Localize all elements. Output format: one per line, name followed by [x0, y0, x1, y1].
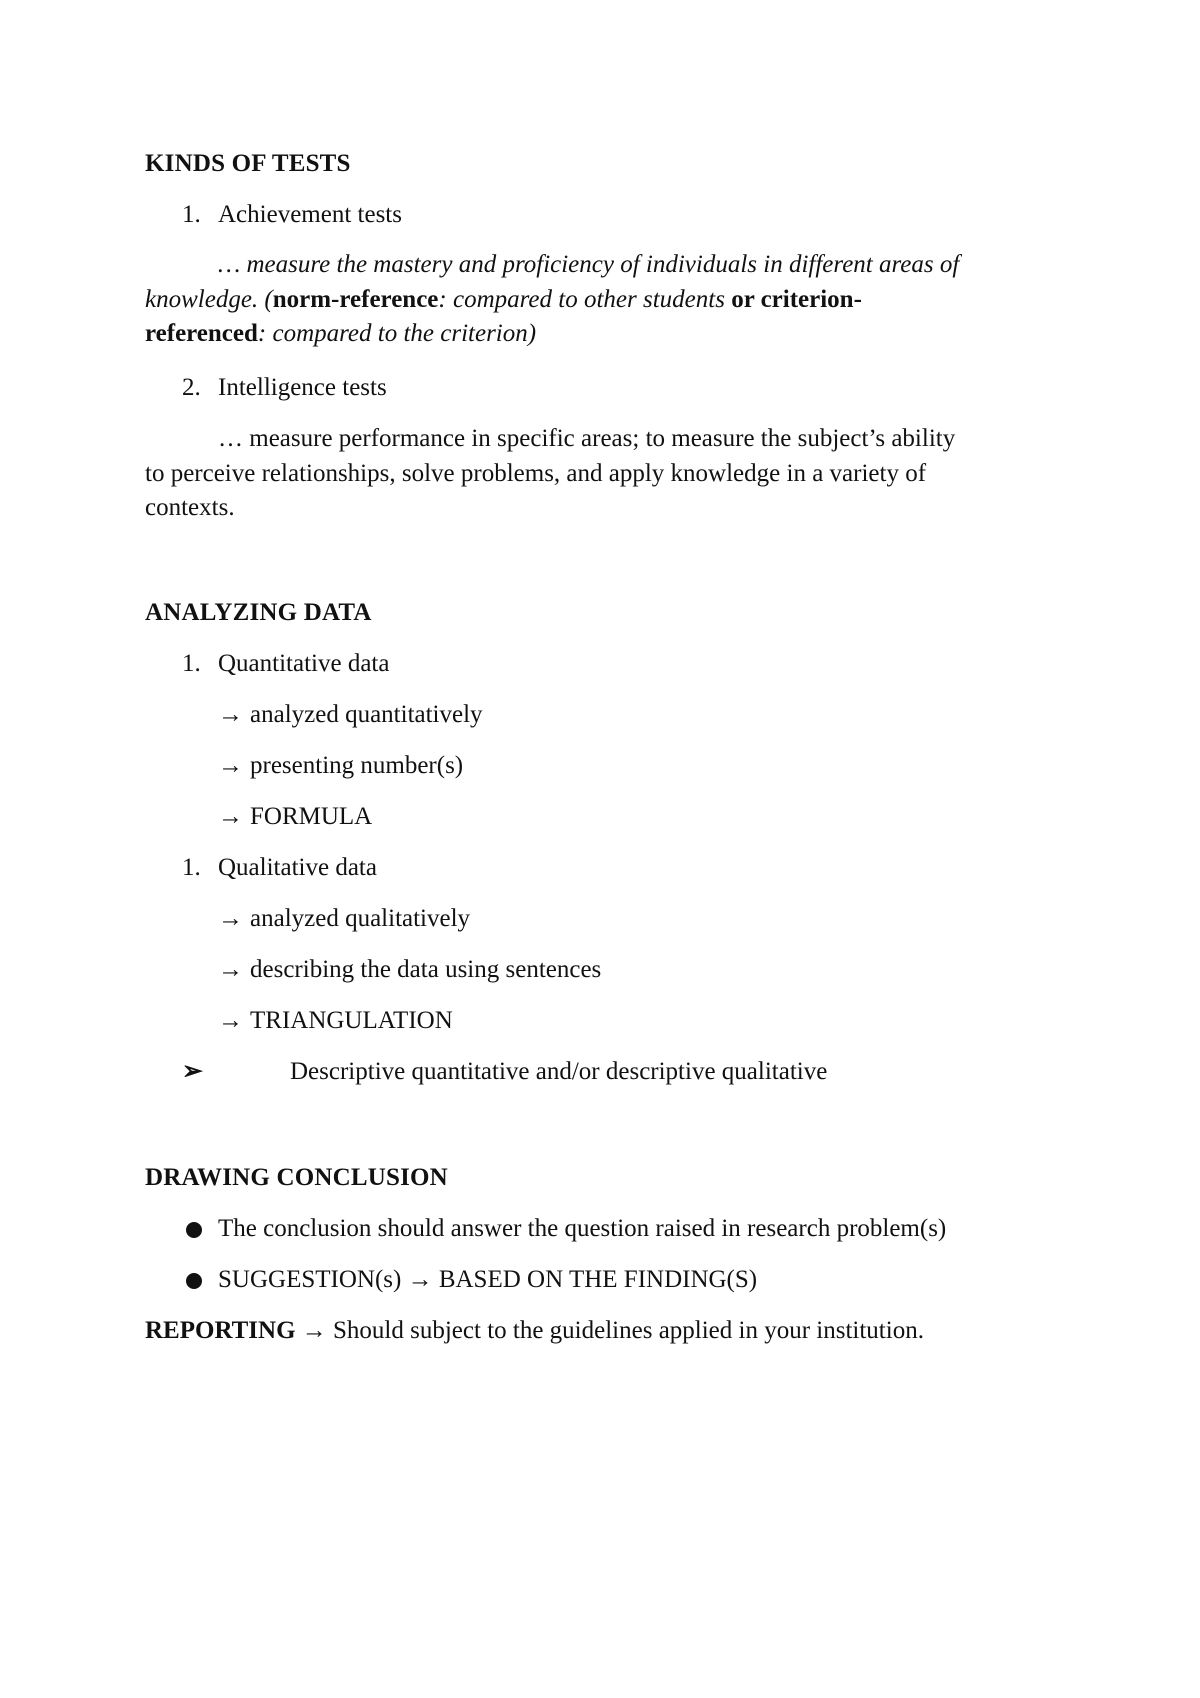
- term-referenced: referenced: [145, 320, 258, 347]
- desc-fragment: compared to other students: [446, 286, 725, 313]
- intelligence-desc-line2: to perceive relationships, solve problems, and apply knowledge in a variety of: [145, 460, 927, 487]
- point-text: describing the data using sentences: [250, 956, 602, 983]
- list-number: 1.: [182, 650, 201, 677]
- summary-text: Descriptive quantitative and/or descriptive qualitative: [290, 1058, 828, 1085]
- conclusion-bullet-text: The conclusion should answer the question raised in research problem(s): [218, 1215, 947, 1242]
- intelligence-desc-line1: … measure performance in specific areas; to measure the subject’s ability: [218, 425, 956, 452]
- item-qualitative-data: Qualitative data: [218, 854, 377, 881]
- point-row: [218, 697, 483, 732]
- item-quantitative-data: Quantitative data: [218, 650, 390, 677]
- achievement-desc-line1: … measure the mastery and proficiency of individuals in different areas of: [218, 251, 960, 278]
- list-number: 1.: [182, 201, 201, 228]
- term-criterion: or criterion-: [724, 286, 862, 313]
- term-norm-reference: norm-reference: [272, 286, 439, 313]
- item-achievement-tests: Achievement tests: [218, 201, 402, 228]
- point-row: [218, 952, 601, 987]
- arrow-icon: →: [218, 905, 243, 932]
- colon: :: [257, 320, 267, 347]
- arrow-icon: →: [301, 1317, 327, 1344]
- bullet-dot-icon: [186, 1222, 202, 1238]
- reporting-text: Should subject to the guidelines applied in your institution.: [326, 1317, 924, 1344]
- point-text: TRIANGULATION: [250, 1007, 453, 1034]
- arrow-icon: →: [218, 752, 243, 779]
- point-row: [218, 748, 463, 783]
- achievement-desc-line2: [145, 282, 862, 317]
- list-number: 2.: [182, 374, 201, 401]
- point-text: analyzed quantitatively: [250, 701, 483, 728]
- arrow-icon: →: [218, 956, 243, 983]
- bullet-dot-icon: [186, 1273, 202, 1289]
- point-row: [218, 901, 470, 936]
- arrow-icon: →: [218, 803, 243, 830]
- reporting-label: REPORTING: [145, 1317, 296, 1344]
- heading-kinds-of-tests: KINDS OF TESTS: [145, 150, 351, 177]
- conclusion-bullet-text: SUGGESTION(s) → BASED ON THE FINDING(S): [218, 1266, 758, 1293]
- desc-fragment: compared to the criterion): [266, 320, 537, 347]
- colon: :: [438, 286, 447, 313]
- achievement-desc-line3: [145, 316, 536, 351]
- arrow-icon: →: [218, 1007, 243, 1034]
- point-row: [218, 799, 372, 834]
- intelligence-desc-line3: contexts.: [145, 494, 235, 521]
- arrow-icon: →: [218, 701, 243, 728]
- heading-drawing-conclusion: DRAWING CONCLUSION: [145, 1164, 448, 1191]
- point-row: [218, 1003, 453, 1038]
- point-text: FORMULA: [250, 803, 373, 830]
- chevron-bullet-icon: ➢: [182, 1058, 203, 1085]
- list-number: 1.: [182, 854, 201, 881]
- point-text: presenting number(s): [250, 752, 464, 779]
- point-text: analyzed qualitatively: [250, 905, 471, 932]
- reporting-line: [145, 1313, 924, 1348]
- heading-analyzing-data: ANALYZING DATA: [145, 599, 372, 626]
- item-intelligence-tests: Intelligence tests: [218, 374, 387, 401]
- desc-fragment: knowledge. (: [145, 286, 273, 313]
